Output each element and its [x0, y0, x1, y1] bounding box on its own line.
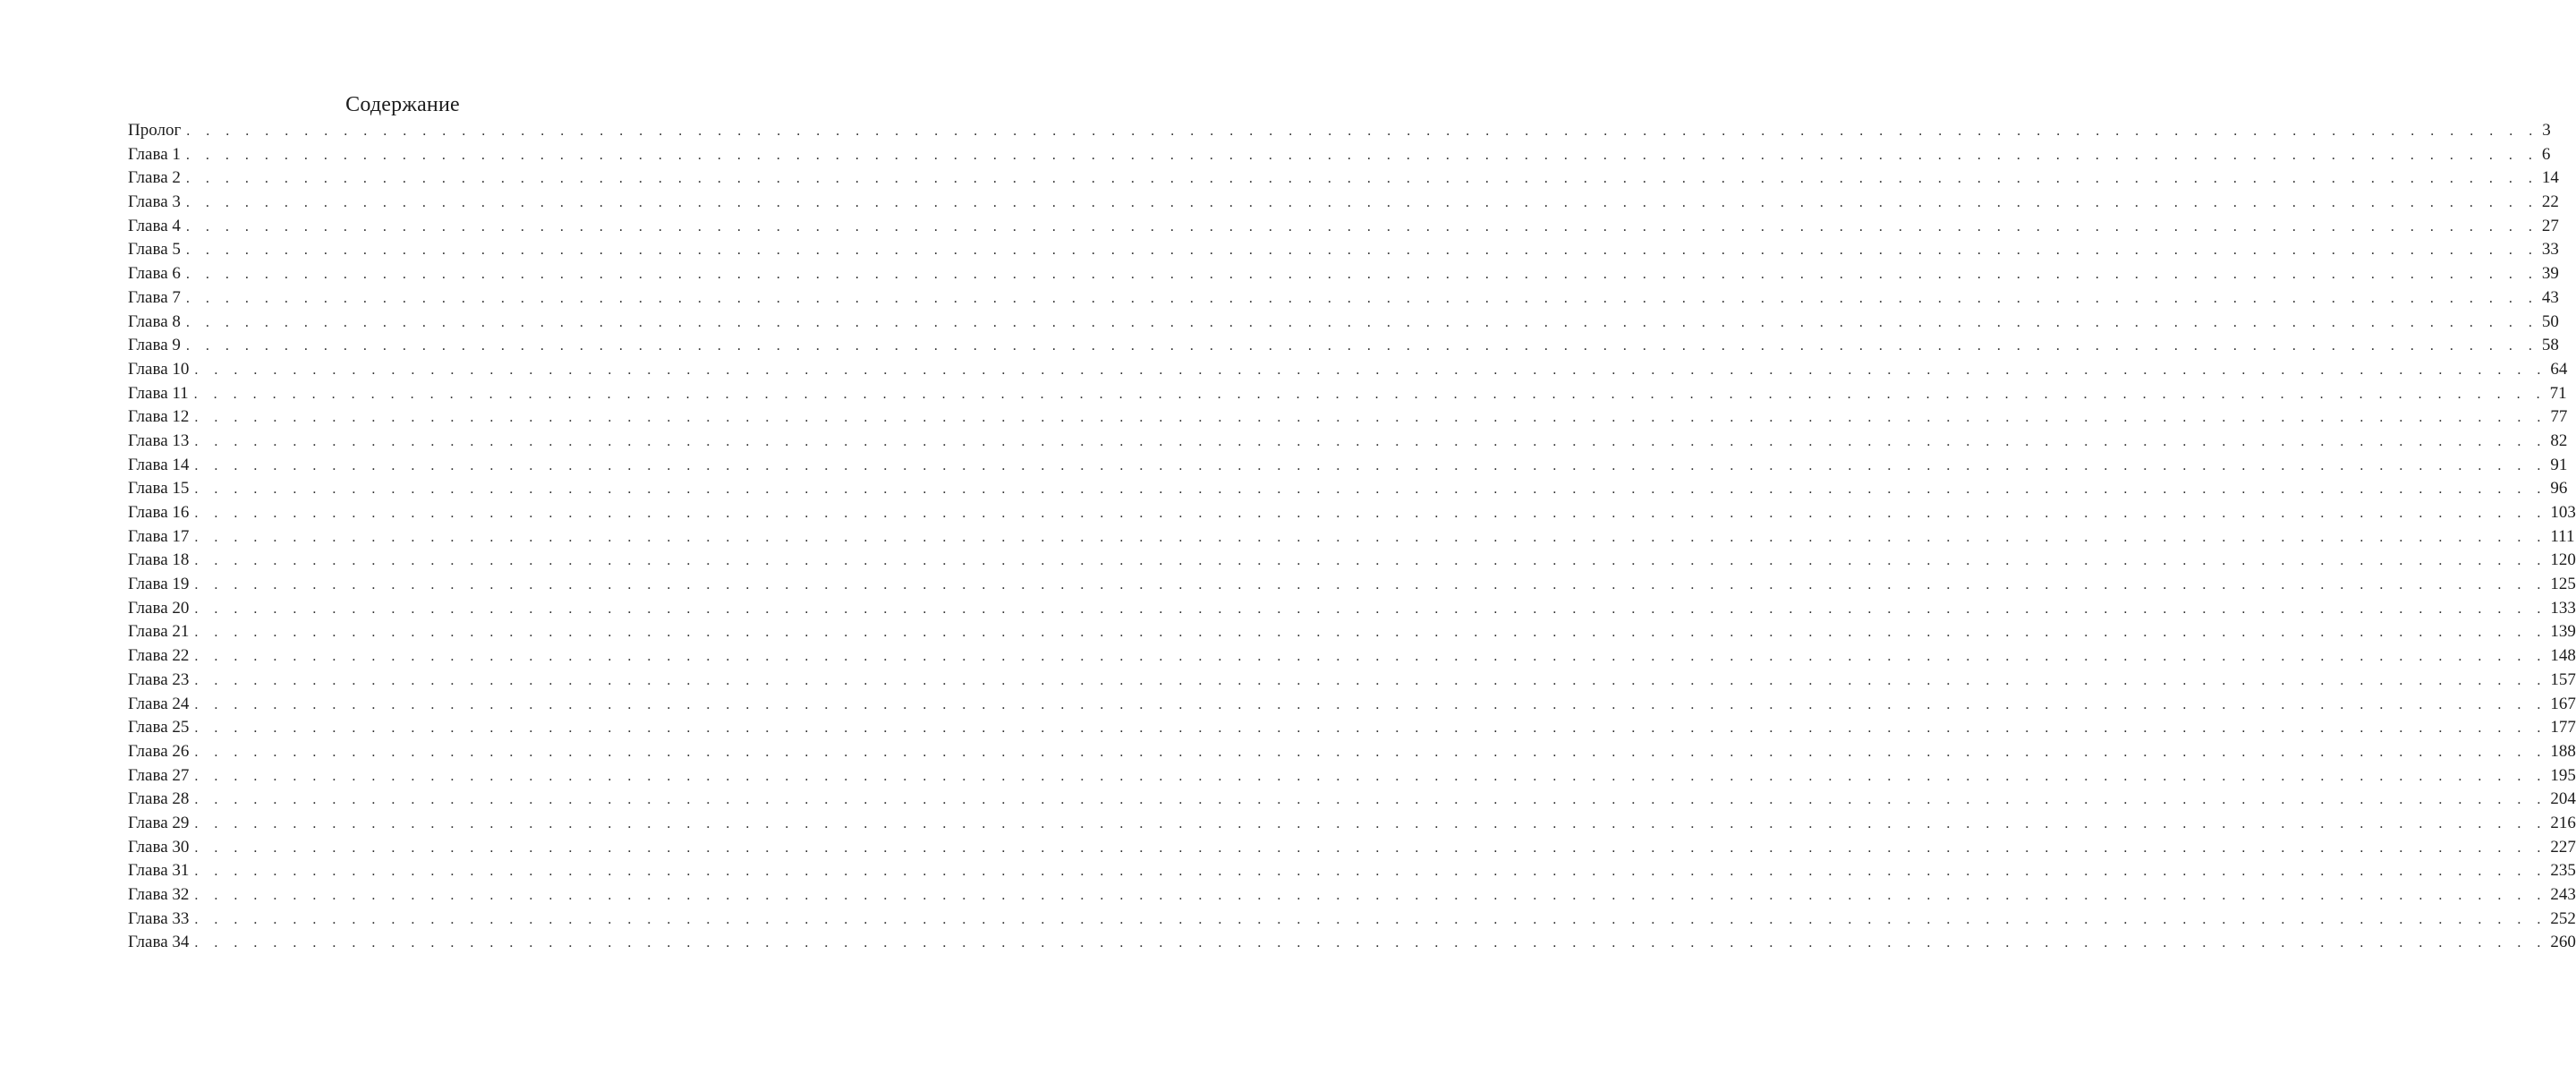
toc-entry-page-number: 120	[2550, 550, 2576, 570]
toc-entry	[128, 693, 2576, 717]
toc-entry-page-number: 125	[2550, 575, 2576, 594]
dot-leader: . . . . . . . . . . . . . . . . . . . . . . . . . . . . . . . . . . . . . . . . . . . . . . . . . . . . . . . . . . . . . . . . . . . . . . . . . . . . . . . . . . . . . . . . . . . . . . . . . . . . . . . . . . . . . . . . . . . . . . . .	[194, 720, 2547, 737]
toc-entry	[128, 573, 2576, 597]
toc-entry-page-number: 6	[2541, 144, 2551, 164]
toc-entry-label: Глава 8	[128, 311, 181, 331]
toc-entry-label: Глава 9	[128, 336, 181, 355]
toc-entry-label: Глава 34	[128, 933, 190, 952]
toc-entry-label: Глава 13	[128, 430, 190, 450]
dot-leader: . . . . . . . . . . . . . . . . . . . . . . . . . . . . . . . . . . . . . . . . . . . . . . . . . . . . . . . . . . . . . . . . . . . . . . . . . . . . . . . . . . . . . . . . . . . . . . . . . . . . . . . . . . . . . . . . . . . . . . . .	[194, 792, 2547, 808]
dot-leader: . . . . . . . . . . . . . . . . . . . . . . . . . . . . . . . . . . . . . . . . . . . . . . . . . . . . . . . . . . . . . . . . . . . . . . . . . . . . . . . . . . . . . . . . . . . . . . . . . . . . . . . . . . . . . . . . . . . . . . . .	[185, 195, 2538, 211]
toc-title: Содержание	[345, 93, 460, 116]
toc-entry-page-number: 103	[2550, 503, 2576, 522]
dot-leader: . . . . . . . . . . . . . . . . . . . . . . . . . . . . . . . . . . . . . . . . . . . . . . . . . . . . . . . . . . . . . . . . . . . . . . . . . . . . . . . . . . . . . . . . . . . . . . . . . . . . . . . . . . . . . . . . . . . . . . . .	[194, 506, 2547, 521]
dot-leader: . . . . . . . . . . . . . . . . . . . . . . . . . . . . . . . . . . . . . . . . . . . . . . . . . . . . . . . . . . . . . . . . . . . . . . . . . . . . . . . . . . . . . . . . . . . . . . . . . . . . . . . . . . . . . . . . . . . . . . . .	[194, 672, 2547, 688]
toc-entry-label: Глава 22	[128, 646, 190, 666]
dot-leader: . . . . . . . . . . . . . . . . . . . . . . . . . . . . . . . . . . . . . . . . . . . . . . . . . . . . . . . . . . . . . . . . . . . . . . . . . . . . . . . . . . . . . . . . . . . . . . . . . . . . . . . . . . . . . . . . . . . . . . . .	[194, 935, 2547, 951]
toc-entry-label: Глава 23	[128, 669, 190, 689]
dot-leader: . . . . . . . . . . . . . . . . . . . . . . . . . . . . . . . . . . . . . . . . . . . . . . . . . . . . . . . . . . . . . . . . . . . . . . . . . . . . . . . . . . . . . . . . . . . . . . . . . . . . . . . . . . . . . . . . . . . . . . . .	[194, 553, 2547, 569]
dot-leader: . . . . . . . . . . . . . . . . . . . . . . . . . . . . . . . . . . . . . . . . . . . . . . . . . . . . . . . . . . . . . . . . . . . . . . . . . . . . . . . . . . . . . . . . . . . . . . . . . . . . . . . . . . . . . . . . . . . . . . . .	[194, 482, 2547, 498]
toc-entry	[128, 191, 2559, 215]
toc-entry-label: Глава 10	[128, 359, 190, 379]
toc-entry-page-number: 3	[2542, 121, 2551, 140]
toc-entry	[128, 405, 2568, 430]
toc-entry-label: Глава 3	[128, 192, 181, 212]
toc-entry-label: Глава 30	[128, 837, 190, 857]
toc-entry-page-number: 157	[2550, 669, 2576, 689]
toc-entry-page-number: 252	[2550, 908, 2576, 928]
dot-leader: . . . . . . . . . . . . . . . . . . . . . . . . . . . . . . . . . . . . . . . . . . . . . . . . . . . . . . . . . . . . . . . . . . . . . . . . . . . . . . . . . . . . . . . . . . . . . . . . . . . . . . . . . . . . . . . . . . . . . . . .	[194, 577, 2547, 593]
dot-leader: . . . . . . . . . . . . . . . . . . . . . . . . . . . . . . . . . . . . . . . . . . . . . . . . . . . . . . . . . . . . . . . . . . . . . . . . . . . . . . . . . . . . . . . . . . . . . . . . . . . . . . . . . . . . . . . . . . . . . . . .	[185, 171, 2538, 187]
toc-entry-label: Глава 6	[128, 264, 181, 284]
toc-entry	[128, 644, 2576, 669]
toc-entry-label: Пролог	[128, 121, 182, 140]
toc-entry-label: Глава 20	[128, 598, 190, 618]
toc-entry	[128, 788, 2576, 812]
dot-leader: . . . . . . . . . . . . . . . . . . . . . . . . . . . . . . . . . . . . . . . . . . . . . . . . . . . . . . . . . . . . . . . . . . . . . . . . . . . . . . . . . . . . . . . . . . . . . . . . . . . . . . . . . . . . . . . . . . . . . . . .	[185, 218, 2538, 234]
toc-entry-label: Глава 15	[128, 479, 190, 499]
toc-entry	[128, 430, 2568, 454]
dot-leader: . . . . . . . . . . . . . . . . . . . . . . . . . . . . . . . . . . . . . . . . . . . . . . . . . . . . . . . . . . . . . . . . . . . . . . . . . . . . . . . . . . . . . . . . . . . . . . . . . . . . . . . . . . . . . . . . . . . . . . . .	[185, 243, 2538, 259]
toc-entry-label: Глава 18	[128, 550, 190, 570]
toc-entry	[128, 716, 2576, 740]
toc-entry-page-number: 77	[2550, 407, 2568, 427]
toc-entry	[128, 597, 2576, 621]
toc-entry-page-number: 111	[2550, 526, 2575, 546]
dot-leader: . . . . . . . . . . . . . . . . . . . . . . . . . . . . . . . . . . . . . . . . . . . . . . . . . . . . . . . . . . . . . . . . . . . . . . . . . . . . . . . . . . . . . . . . . . . . . . . . . . . . . . . . . . . . . . . . . . . . . . . .	[194, 768, 2547, 784]
toc-entry-page-number: 82	[2550, 430, 2568, 450]
dot-leader: . . . . . . . . . . . . . . . . . . . . . . . . . . . . . . . . . . . . . . . . . . . . . . . . . . . . . . . . . . . . . . . . . . . . . . . . . . . . . . . . . . . . . . . . . . . . . . . . . . . . . . . . . . . . . . . . . . . . . . . .	[194, 649, 2547, 665]
toc-entry-page-number: 33	[2541, 240, 2559, 260]
toc-entry-page-number: 58	[2541, 336, 2559, 355]
toc-entry-page-number: 195	[2550, 765, 2576, 785]
dot-leader: . . . . . . . . . . . . . . . . . . . . . . . . . . . . . . . . . . . . . . . . . . . . . . . . . . . . . . . . . . . . . . . . . . . . . . . . . . . . . . . . . . . . . . . . . . . . . . . . . . . . . . . . . . . . . . . . . . . . . . . .	[185, 290, 2538, 306]
toc-entry	[128, 119, 2551, 143]
toc-entry-page-number: 133	[2550, 598, 2576, 618]
toc-entry	[128, 931, 2576, 955]
toc-entry	[128, 166, 2559, 191]
toc-entry	[128, 454, 2568, 478]
toc-entry-page-number: 235	[2550, 861, 2576, 881]
dot-leader: . . . . . . . . . . . . . . . . . . . . . . . . . . . . . . . . . . . . . . . . . . . . . . . . . . . . . . . . . . . . . . . . . . . . . . . . . . . . . . . . . . . . . . . . . . . . . . . . . . . . . . . . . . . . . . . . . . . . . . . .	[194, 457, 2547, 473]
toc-entry	[128, 334, 2559, 358]
toc-entry-label: Глава 33	[128, 908, 190, 928]
toc-entry-label: Глава 16	[128, 503, 190, 522]
toc-entry	[128, 620, 2576, 644]
toc-entry-label: Глава 4	[128, 216, 181, 235]
toc-entry-page-number: 91	[2550, 455, 2568, 474]
dot-leader: . . . . . . . . . . . . . . . . . . . . . . . . . . . . . . . . . . . . . . . . . . . . . . . . . . . . . . . . . . . . . . . . . . . . . . . . . . . . . . . . . . . . . . . . . . . . . . . . . . . . . . . . . . . . . . . . . . . . . . . .	[185, 147, 2538, 163]
toc-entry	[128, 525, 2575, 550]
toc-entry-page-number: 96	[2550, 479, 2568, 499]
toc-entry-page-number: 39	[2541, 264, 2559, 284]
toc-entry	[128, 859, 2576, 883]
toc-entry-page-number: 14	[2541, 168, 2559, 188]
toc-entry	[128, 358, 2568, 382]
toc-entry-label: Глава 12	[128, 407, 190, 427]
toc-entry-label: Глава 24	[128, 694, 190, 713]
toc-entry	[128, 908, 2576, 932]
dot-leader: . . . . . . . . . . . . . . . . . . . . . . . . . . . . . . . . . . . . . . . . . . . . . . . . . . . . . . . . . . . . . . . . . . . . . . . . . . . . . . . . . . . . . . . . . . . . . . . . . . . . . . . . . . . . . . . . . . . . . . . .	[186, 124, 2539, 139]
toc-entry	[128, 238, 2559, 262]
toc-entry	[128, 215, 2559, 239]
toc-entry	[128, 501, 2576, 525]
toc-entry-label: Глава 19	[128, 575, 190, 594]
toc-entry	[128, 549, 2576, 573]
dot-leader: . . . . . . . . . . . . . . . . . . . . . . . . . . . . . . . . . . . . . . . . . . . . . . . . . . . . . . . . . . . . . . . . . . . . . . . . . . . . . . . . . . . . . . . . . . . . . . . . . . . . . . . . . . . . . . . . . . . . . . . .	[194, 815, 2547, 831]
dot-leader: . . . . . . . . . . . . . . . . . . . . . . . . . . . . . . . . . . . . . . . . . . . . . . . . . . . . . . . . . . . . . . . . . . . . . . . . . . . . . . . . . . . . . . . . . . . . . . . . . . . . . . . . . . . . . . . . . . . . . . . .	[194, 625, 2547, 641]
dot-leader: . . . . . . . . . . . . . . . . . . . . . . . . . . . . . . . . . . . . . . . . . . . . . . . . . . . . . . . . . . . . . . . . . . . . . . . . . . . . . . . . . . . . . . . . . . . . . . . . . . . . . . . . . . . . . . . . . . . . . . . .	[194, 362, 2547, 378]
toc-entry-label: Глава 2	[128, 168, 181, 188]
dot-leader: . . . . . . . . . . . . . . . . . . . . . . . . . . . . . . . . . . . . . . . . . . . . . . . . . . . . . . . . . . . . . . . . . . . . . . . . . . . . . . . . . . . . . . . . . . . . . . . . . . . . . . . . . . . . . . . . . . . . . . . .	[194, 888, 2547, 903]
toc-entry-page-number: 243	[2550, 885, 2576, 904]
toc-entry-page-number: 204	[2550, 789, 2576, 809]
toc-entry	[128, 669, 2576, 693]
toc-entry-page-number: 188	[2550, 741, 2576, 761]
toc-entry	[128, 764, 2576, 788]
toc-entry	[128, 477, 2568, 501]
dot-leader: . . . . . . . . . . . . . . . . . . . . . . . . . . . . . . . . . . . . . . . . . . . . . . . . . . . . . . . . . . . . . . . . . . . . . . . . . . . . . . . . . . . . . . . . . . . . . . . . . . . . . . . . . . . . . . . . . . . . . . . .	[194, 744, 2547, 760]
dot-leader: . . . . . . . . . . . . . . . . . . . . . . . . . . . . . . . . . . . . . . . . . . . . . . . . . . . . . . . . . . . . . . . . . . . . . . . . . . . . . . . . . . . . . . . . . . . . . . . . . . . . . . . . . . . . . . . . . . . . . . . .	[194, 864, 2547, 880]
dot-leader: . . . . . . . . . . . . . . . . . . . . . . . . . . . . . . . . . . . . . . . . . . . . . . . . . . . . . . . . . . . . . . . . . . . . . . . . . . . . . . . . . . . . . . . . . . . . . . . . . . . . . . . . . . . . . . . . . . . . . . . .	[193, 386, 2546, 402]
toc-entry-page-number: 167	[2550, 694, 2576, 713]
toc-entry-page-number: 43	[2541, 287, 2559, 307]
toc-entry	[128, 286, 2559, 311]
toc-entry-label: Глава 26	[128, 741, 190, 761]
toc-entry-label: Глава 7	[128, 287, 181, 307]
toc-entry-page-number: 50	[2541, 311, 2559, 331]
toc-entry-page-number: 139	[2550, 622, 2576, 642]
toc-entry-label: Глава 5	[128, 240, 181, 260]
dot-leader: . . . . . . . . . . . . . . . . . . . . . . . . . . . . . . . . . . . . . . . . . . . . . . . . . . . . . . . . . . . . . . . . . . . . . . . . . . . . . . . . . . . . . . . . . . . . . . . . . . . . . . . . . . . . . . . . . . . . . . . .	[194, 840, 2547, 856]
toc-entry-label: Глава 14	[128, 455, 190, 474]
dot-leader: . . . . . . . . . . . . . . . . . . . . . . . . . . . . . . . . . . . . . . . . . . . . . . . . . . . . . . . . . . . . . . . . . . . . . . . . . . . . . . . . . . . . . . . . . . . . . . . . . . . . . . . . . . . . . . . . . . . . . . . .	[194, 529, 2547, 545]
toc-entry	[128, 311, 2559, 335]
toc-entry	[128, 883, 2576, 908]
toc-entry-page-number: 227	[2550, 837, 2576, 857]
toc-entry-label: Глава 25	[128, 718, 190, 737]
toc-entry	[128, 382, 2567, 406]
toc-entry-label: Глава 32	[128, 885, 190, 904]
toc-entry-page-number: 216	[2550, 813, 2576, 832]
toc-entry-label: Глава 27	[128, 765, 190, 785]
dot-leader: . . . . . . . . . . . . . . . . . . . . . . . . . . . . . . . . . . . . . . . . . . . . . . . . . . . . . . . . . . . . . . . . . . . . . . . . . . . . . . . . . . . . . . . . . . . . . . . . . . . . . . . . . . . . . . . . . . . . . . . .	[194, 433, 2547, 449]
dot-leader: . . . . . . . . . . . . . . . . . . . . . . . . . . . . . . . . . . . . . . . . . . . . . . . . . . . . . . . . . . . . . . . . . . . . . . . . . . . . . . . . . . . . . . . . . . . . . . . . . . . . . . . . . . . . . . . . . . . . . . . .	[185, 338, 2538, 354]
toc-entry	[128, 836, 2576, 860]
toc-list	[128, 119, 2576, 955]
dot-leader: . . . . . . . . . . . . . . . . . . . . . . . . . . . . . . . . . . . . . . . . . . . . . . . . . . . . . . . . . . . . . . . . . . . . . . . . . . . . . . . . . . . . . . . . . . . . . . . . . . . . . . . . . . . . . . . . . . . . . . . .	[194, 911, 2547, 927]
toc-entry-page-number: 22	[2541, 192, 2559, 212]
toc-entry-label: Глава 21	[128, 622, 190, 642]
toc-entry-page-number: 71	[2549, 383, 2567, 403]
toc-entry-page-number: 27	[2541, 216, 2559, 235]
toc-entry-page-number: 260	[2550, 933, 2576, 952]
toc-entry-label: Глава 17	[128, 526, 190, 546]
dot-leader: . . . . . . . . . . . . . . . . . . . . . . . . . . . . . . . . . . . . . . . . . . . . . . . . . . . . . . . . . . . . . . . . . . . . . . . . . . . . . . . . . . . . . . . . . . . . . . . . . . . . . . . . . . . . . . . . . . . . . . . .	[185, 267, 2538, 283]
toc-entry	[128, 740, 2576, 764]
dot-leader: . . . . . . . . . . . . . . . . . . . . . . . . . . . . . . . . . . . . . . . . . . . . . . . . . . . . . . . . . . . . . . . . . . . . . . . . . . . . . . . . . . . . . . . . . . . . . . . . . . . . . . . . . . . . . . . . . . . . . . . .	[185, 314, 2538, 330]
dot-leader: . . . . . . . . . . . . . . . . . . . . . . . . . . . . . . . . . . . . . . . . . . . . . . . . . . . . . . . . . . . . . . . . . . . . . . . . . . . . . . . . . . . . . . . . . . . . . . . . . . . . . . . . . . . . . . . . . . . . . . . .	[194, 410, 2547, 426]
toc-entry	[128, 812, 2576, 836]
toc-entry-label: Глава 31	[128, 861, 190, 881]
toc-entry-page-number: 64	[2550, 359, 2568, 379]
toc-entry-label: Глава 29	[128, 813, 190, 832]
toc-entry	[128, 262, 2559, 286]
toc-entry-page-number: 148	[2550, 646, 2576, 666]
dot-leader: . . . . . . . . . . . . . . . . . . . . . . . . . . . . . . . . . . . . . . . . . . . . . . . . . . . . . . . . . . . . . . . . . . . . . . . . . . . . . . . . . . . . . . . . . . . . . . . . . . . . . . . . . . . . . . . . . . . . . . . .	[194, 696, 2547, 712]
toc-entry-label: Глава 1	[128, 144, 181, 164]
dot-leader: . . . . . . . . . . . . . . . . . . . . . . . . . . . . . . . . . . . . . . . . . . . . . . . . . . . . . . . . . . . . . . . . . . . . . . . . . . . . . . . . . . . . . . . . . . . . . . . . . . . . . . . . . . . . . . . . . . . . . . . .	[194, 601, 2547, 617]
toc-entry-label: Глава 11	[128, 383, 189, 403]
toc-entry-label: Глава 28	[128, 789, 190, 809]
toc-entry	[128, 143, 2551, 167]
toc-entry-page-number: 177	[2550, 718, 2576, 737]
